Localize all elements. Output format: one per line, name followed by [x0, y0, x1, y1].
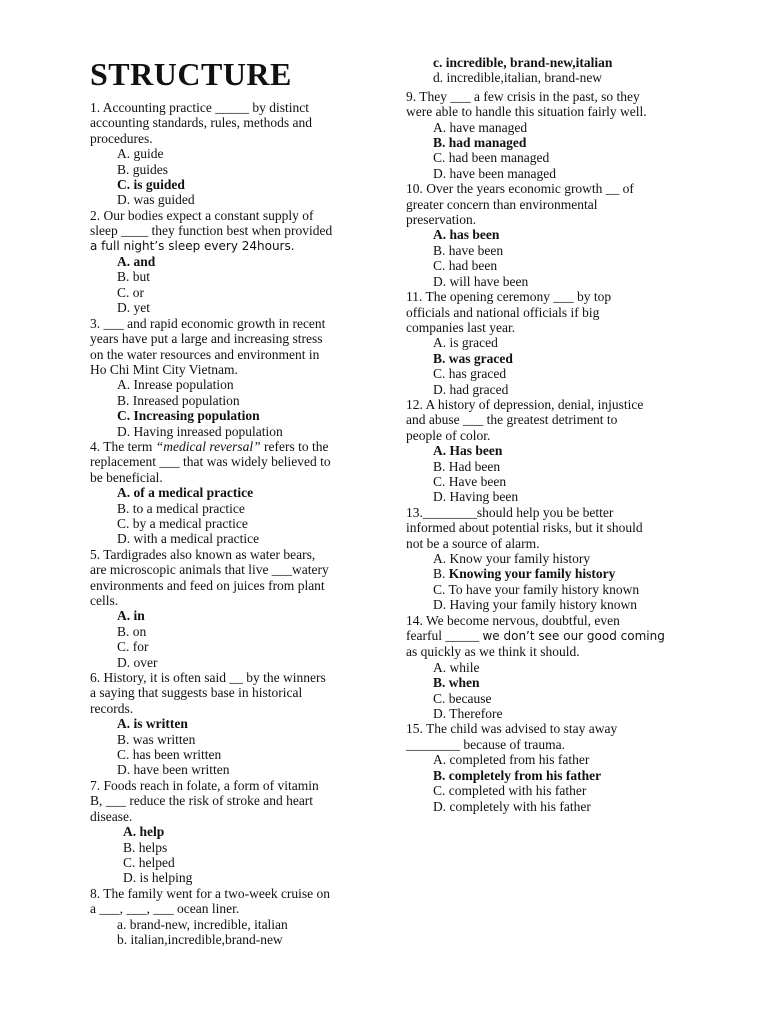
question-8-line: 8. The family went for a two-week cruise on [90, 885, 331, 901]
question-5-line: environments and feed on juices from plant [90, 577, 325, 593]
question-10-line: preservation. [406, 212, 477, 228]
option-b-answer: B. when [433, 675, 480, 691]
question-6-line: a saying that suggests base in historical [90, 685, 303, 701]
option-d: D. was guided [117, 192, 195, 208]
question-14-text: we don’t see our good coming [482, 629, 665, 644]
option-b: B. Inreased population [117, 392, 240, 408]
question-11-line: 11. The opening ceremony ___ by top [406, 289, 612, 305]
question-7-line: B, ___ reduce the risk of stroke and heart [90, 793, 314, 809]
question-4 [90, 439, 362, 547]
option-d: D. completely with his father [433, 798, 591, 814]
option-d: D. Therefore [433, 706, 503, 722]
option-a-answer: A. is written [117, 716, 188, 732]
option-c: C. for [117, 639, 149, 655]
option-c-answer: c. incredible, brand-new,italian [433, 55, 613, 70]
option-d: D. had graced [433, 381, 509, 397]
question-12-line: 12. A history of depression, denial, injustice [406, 396, 644, 412]
option-b-answer: B. was graced [433, 350, 513, 366]
question-14-line: as quickly as we think it should. [406, 644, 580, 660]
option-b-letter: B. [433, 566, 449, 582]
option-b: B. was written [117, 731, 196, 747]
question-13-line: 13.________should help you be better [406, 504, 614, 520]
option-d: D. Having been [433, 489, 519, 505]
option-b: B. on [117, 623, 147, 639]
option-b-text: Knowing your family history [448, 566, 616, 582]
option-c: C. has graced [433, 366, 507, 382]
question-4-line [90, 439, 362, 454]
question-13 [406, 505, 680, 613]
question-13-line: informed about potential risks, but it should [406, 520, 643, 536]
option-d: D. have been written [117, 762, 230, 778]
option-a-answer: A. in [117, 608, 145, 624]
option-c: C. had been managed [433, 150, 550, 166]
option-b: B. but [117, 269, 151, 285]
question-10 [406, 181, 680, 289]
option-d: D. Having your family history known [433, 597, 637, 613]
question-5-line: cells. [90, 593, 119, 608]
question-6-line: 6. History, it is often said __ by the winners [90, 670, 326, 686]
question-4-text: 4. The term [90, 438, 156, 454]
question-11-line: officials and national officials if big [406, 304, 600, 320]
question-8-line: a ___, ___, ___ ocean liner. [90, 901, 240, 917]
option-b: B. to a medical practice [117, 500, 245, 516]
right-column [406, 0, 680, 814]
left-column [90, 0, 362, 947]
question-14-text: fearful _____ [406, 628, 483, 644]
question-6-line: records. [90, 700, 134, 716]
question-5-line: are microscopic animals that live ___watery [90, 562, 329, 578]
question-1-line: accounting standards, rules, methods and [90, 115, 312, 131]
question-1 [90, 100, 362, 208]
option-c-answer: C. Increasing population [117, 408, 260, 424]
question-14-line [406, 628, 680, 644]
question-10-line: greater concern than environmental [406, 196, 598, 212]
question-12-line: people of color. [406, 427, 491, 443]
question-12 [406, 397, 680, 505]
question-5-line: 5. Tardigrades also known as water bears, [90, 546, 316, 562]
question-14-line: 14. We become nervous, doubtful, even [406, 612, 620, 628]
question-8 [90, 886, 362, 948]
question-1-line: procedures. [90, 130, 153, 146]
question-12-line: and abuse ___ the greatest detriment to [406, 412, 618, 428]
option-a-answer: A. help [123, 824, 165, 840]
option-a-answer: A. has been [433, 227, 500, 243]
option-b-answer: B. had managed [433, 135, 527, 151]
option-b: B. Had been [433, 458, 501, 474]
page-title: STRUCTURE [90, 56, 292, 92]
option-d: D. will have been [433, 273, 529, 289]
question-15 [406, 721, 680, 813]
option-a: A. guide [117, 146, 164, 162]
option-c: C. by a medical practice [117, 515, 248, 531]
option-d: d. incredible,italian, brand-new [433, 70, 603, 86]
question-6 [90, 670, 362, 778]
option-c: C. To have your family history known [433, 581, 640, 597]
option-c: C. or [117, 284, 144, 300]
question-4-term: “medical reversal” [155, 438, 261, 454]
question-2-line: sleep ____ they function best when provided [90, 223, 333, 239]
question-15-line: ________ because of trauma. [406, 736, 565, 752]
question-11-line: companies last year. [406, 319, 516, 335]
question-4-text: refers to the [260, 438, 329, 454]
option-b: B. helps [123, 839, 168, 855]
question-2 [90, 208, 362, 316]
option-c: C. because [433, 690, 492, 706]
question-3 [90, 316, 362, 439]
option-b: b. italian,incredible,brand-new [117, 931, 283, 947]
question-2-line: a full night’s sleep every 24hours. [90, 238, 295, 253]
question-13-line: not be a source of alarm. [406, 535, 540, 551]
option-a: a. brand-new, incredible, italian [117, 916, 288, 932]
option-a-answer: A. of a medical practice [117, 485, 254, 501]
question-3-line: Ho Chi Mint City Vietnam. [90, 361, 238, 377]
question-5 [90, 547, 362, 670]
question-3-line: on the water resources and environment in [90, 346, 320, 362]
option-a: A. completed from his father [433, 752, 590, 768]
option-a: A. while [433, 659, 480, 675]
question-7-line: 7. Foods reach in folate, a form of vitamin [90, 777, 319, 793]
option-d: D. yet [117, 300, 150, 316]
question-7 [90, 778, 362, 886]
option-c: C. has been written [117, 747, 222, 763]
question-2-line: 2. Our bodies expect a constant supply of [90, 207, 314, 223]
question-7-line: disease. [90, 808, 133, 824]
option-d: D. is helping [123, 870, 193, 886]
option-b: B. have been [433, 242, 504, 258]
top-spacer [406, 0, 680, 55]
option-b: B. guides [117, 161, 169, 177]
question-3-line: years have put a large and increasing stress [90, 331, 323, 347]
question-9-line: were able to handle this situation fairly well. [406, 104, 647, 120]
option-d: D. have been managed [433, 165, 556, 181]
question-11 [406, 289, 680, 397]
option-d: D. over [117, 654, 158, 670]
question-14 [406, 613, 680, 722]
option-c: C. had been [433, 258, 498, 274]
question-4-line: be beneficial. [90, 469, 163, 485]
question-1-line: 1. Accounting practice _____ by distinct [90, 100, 309, 115]
option-a: A. Know your family history [433, 551, 591, 566]
option-a-answer: A. Has been [433, 443, 503, 459]
question-4-line: replacement ___ that was widely believed to [90, 454, 331, 470]
option-a-answer: A. and [117, 254, 156, 270]
option-a: A. Inrease population [117, 377, 234, 393]
question-15-line: 15. The child was advised to stay away [406, 721, 618, 737]
option-a: A. is graced [433, 335, 498, 351]
question-9-line: 9. They ___ a few crisis in the past, so they [406, 88, 640, 104]
option-c-answer: C. is guided [117, 177, 185, 193]
option-d: D. Having inreased population [117, 423, 283, 439]
option-b-answer [406, 566, 680, 581]
question-3-line: 3. ___ and rapid economic growth in recent [90, 315, 326, 331]
option-b-answer: B. completely from his father [433, 767, 602, 783]
option-c: C. completed with his father [433, 783, 587, 799]
option-a: A. have managed [433, 119, 528, 135]
option-d: D. with a medical practice [117, 531, 260, 547]
option-c: C. helped [123, 854, 175, 870]
option-c: C. Have been [433, 473, 507, 489]
question-9 [406, 89, 680, 181]
question-10-line: 10. Over the years economic growth __ of [406, 181, 634, 197]
